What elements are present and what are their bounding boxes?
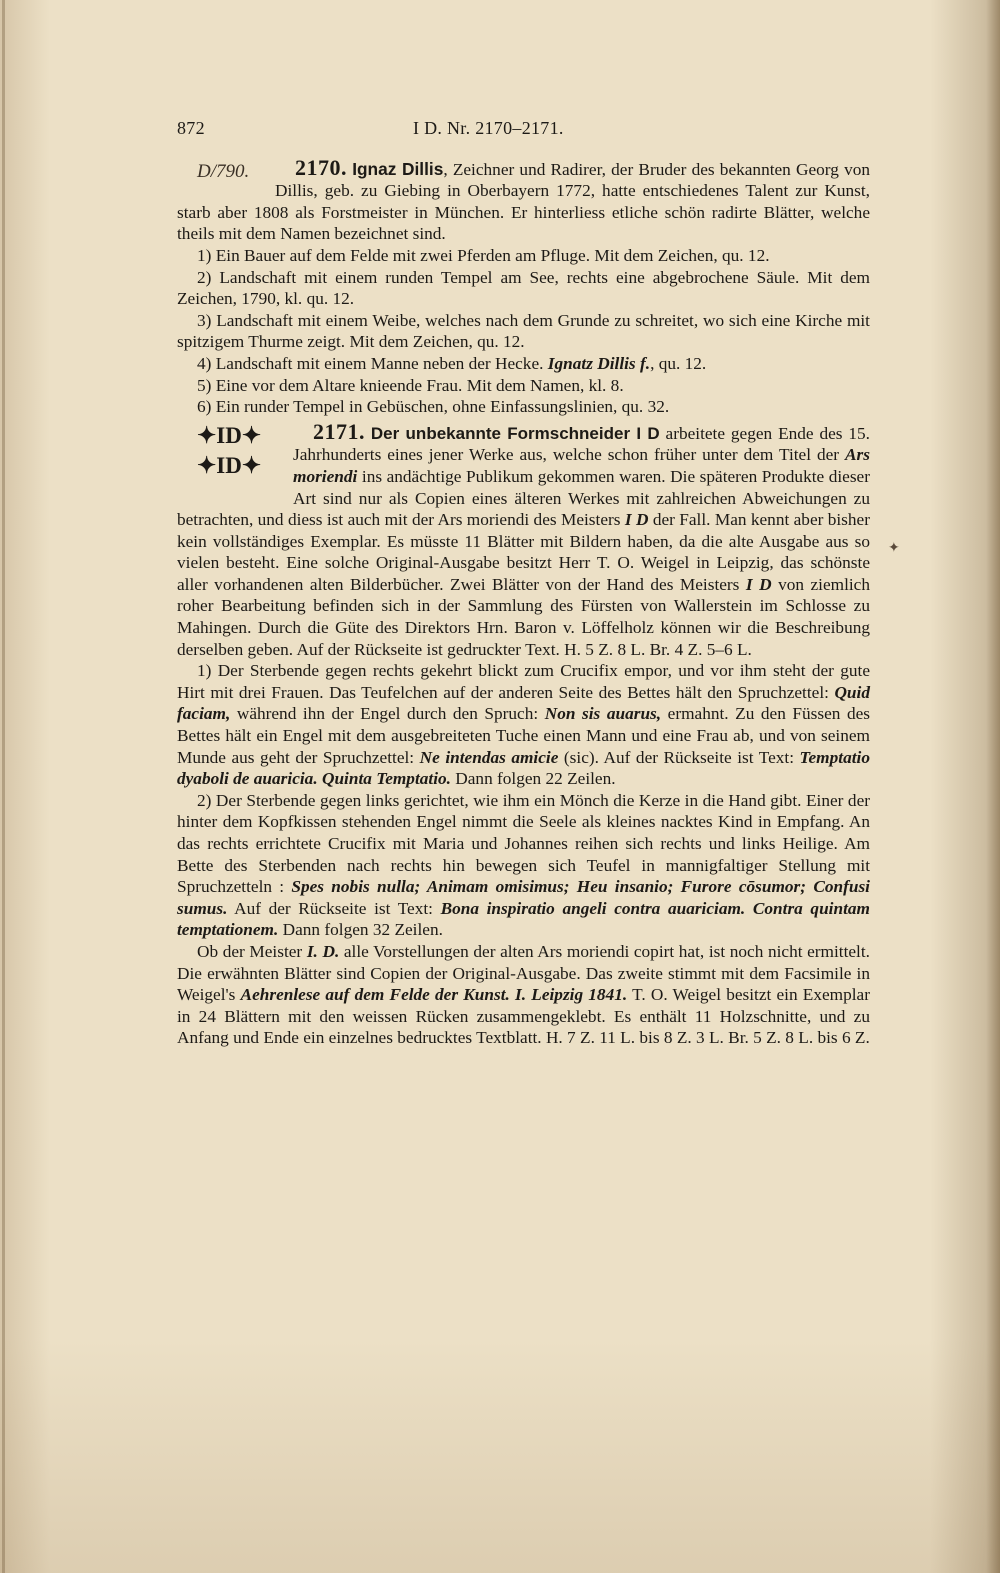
handwritten-margin-note: D/790. [197, 160, 250, 182]
list-item: 5) Eine vor dem Altare knieende Frau. Mit dem Namen, kl. 8. [197, 375, 624, 395]
list-item: 1) Ein Bauer auf dem Felde mit zwei Pferden am Pfluge. Mit dem Zeichen, qu. 12. [197, 245, 770, 265]
page-edge-right [986, 0, 1000, 1573]
monogram-mark: ✦ID✦ [197, 452, 262, 478]
entry-2171-intro: 2171. Der unbekannte Formschneider I D ✦ID✦ ✦ID✦ arbeitete gegen Ende des 15. Jahrhunderts eines jener Werke aus, welche schon früher unter dem Titel der Ars moriendi ins andächtige Publikum gekommen waren. Die späteren Produkte dieser Art sind nur als Copien eines älteren Werkes mit zahlreichen Abweichungen zu betrachten, und diess ist auch mit der Ars moriendi des Meisters I D der Fall. Man kennt aber bisher kein vollständiges Exemplar. Es müsste 11 Blätter mit Bildern haben, da die alte Ausgabe aus so vielen besteht. Eine solche Original-Ausgabe besitzt Herr T. O. Weigel in Leipzig, das schönste aller vorhandenen alten Bilderbücher. Zwei Blätter von der Hand des Meisters I D von ziemlich roher Bearbeitung befinden sich in der Sammlung des Fürsten von Wallerstein im Schlosse zu Mahingen. Durch die Güte des Direktors Hrn. Baron v. Löffelholz können wir die Beschreibung derselben geben. Auf der Rückseite ist gedruckter Text. H. 5 Z. 8 L. Br. 4 Z. 5–6 L. [177, 418, 871, 659]
artist-name: Der unbekannte Formschneider I D [370, 423, 660, 443]
entry-number: 2170. [295, 154, 347, 180]
text-block [177, 118, 870, 1049]
list-item: 2) Landschaft mit einem runden Tempel am See, rechts eine abgebrochene Säule. Mit dem Zeichen, 1790, kl. qu. 12. [177, 267, 870, 309]
list-item: 4) Landschaft mit einem Manne neben der Hecke. Ignatz Dillis f., qu. 12. [197, 353, 707, 373]
running-header [177, 118, 870, 140]
page-number: 872 [177, 118, 205, 138]
list-item: 1) Der Sterbende gegen rechts gekehrt blickt zum Crucifix empor, und vor ihm steht der gute Hirt mit drei Frauen. Das Teufelchen auf der anderen Seite des Bettes hält den Spruchzettel: Quid faciam, während ihn der Engel durch den Spruch: Non sis auarus, ermahnt. Zu den Füssen des Bettes hält ein Engel mit dem ausgebreiteten Tuche einen Mann und eine Frau ab, und von seinem Munde aus geht der Spruchzettel: Ne intendas amicie (sic). Auf der Rückseite ist Text: Temptatio dyaboli de auaricia. Quinta Temptatio. Dann folgen 22 Zeilen. [177, 661, 871, 789]
monogram [177, 424, 293, 488]
list-item: 2) Der Sterbende gegen links gerichtet, wie ihm ein Mönch die Kerze in die Hand gibt. Einer der hinter dem Kopfkissen stehenden Engel nimmt die Seele als kleines nacktes Kind in Empfang. An das rechts errichtete Crucifix mit Maria und Johannes reihen sich rechts und links Heilige. Am Bette des Sterbenden nach rechts hin bewegen sich Teufel in mannigfaltiger Stellung mit Spruchzetteln : Spes nobis nulla; Animam omisimus; Heu insanio; Furore cōsumor; Confusi sumus. Auf der Rückseite ist Text: Bona inspiratio angeli contra auariciam. Contra quintam temptationem. Dann folgen 32 Zeilen. [177, 790, 870, 940]
paragraph: Ob der Meister I. D. alle Vorstellungen der alten Ars moriendi copirt hat, ist noch nicht ermittelt. Die erwähnten Blätter sind Copien der Original-Ausgabe. Das zweite stimmt mit dem Facsimile in Weigel's Aehrenlese auf dem Felde der Kunst. I. Leipzig 1841. T. O. Weigel besitzt ein Exemplar in 24 Blättern mit den weissen Rücken zusammengeklebt. Es enthält 11 Holzschnitte, und zu Anfang und Ende ein einzelnes bedrucktes Textblatt. H. 7 Z. 11 L. bis 8 Z. 3 L. Br. 5 Z. 8 L. bis 6 Z. [177, 941, 870, 1048]
list-item: 6) Ein runder Tempel in Gebüschen, ohne Einfassungslinien, qu. 32. [197, 397, 670, 417]
entry-text: , Zeichner und Radirer, der Bruder des bekannten Georg von Dillis, geb. zu Giebing in Oberbayern 1772, hatte entschiedenes Talent zur Kunst, starb aber 1808 als Forstmeister in München. Er hinterliess etliche schön radirte Blätter, welche theils mit dem Namen bezeichnet sind. [177, 159, 870, 244]
page-edge-left [2, 0, 5, 1573]
monogram-mark: ✦ID✦ [197, 422, 262, 448]
entry-number: 2171. [313, 418, 365, 444]
margin-mark: ✦ [888, 541, 900, 556]
running-title: I D. Nr. 2170–2171. [413, 118, 564, 138]
artist-name: Ignaz Dillis [352, 158, 444, 179]
entry-2170-intro [177, 154, 870, 245]
list-item: 3) Landschaft mit einem Weibe, welches nach dem Grunde zu schreitet, wo sich eine Kirche mit spitzigem Thurme zeigt. Mit dem Zeichen, qu. 12. [177, 310, 870, 352]
signature-text: Ignatz Dillis f. [547, 353, 651, 373]
